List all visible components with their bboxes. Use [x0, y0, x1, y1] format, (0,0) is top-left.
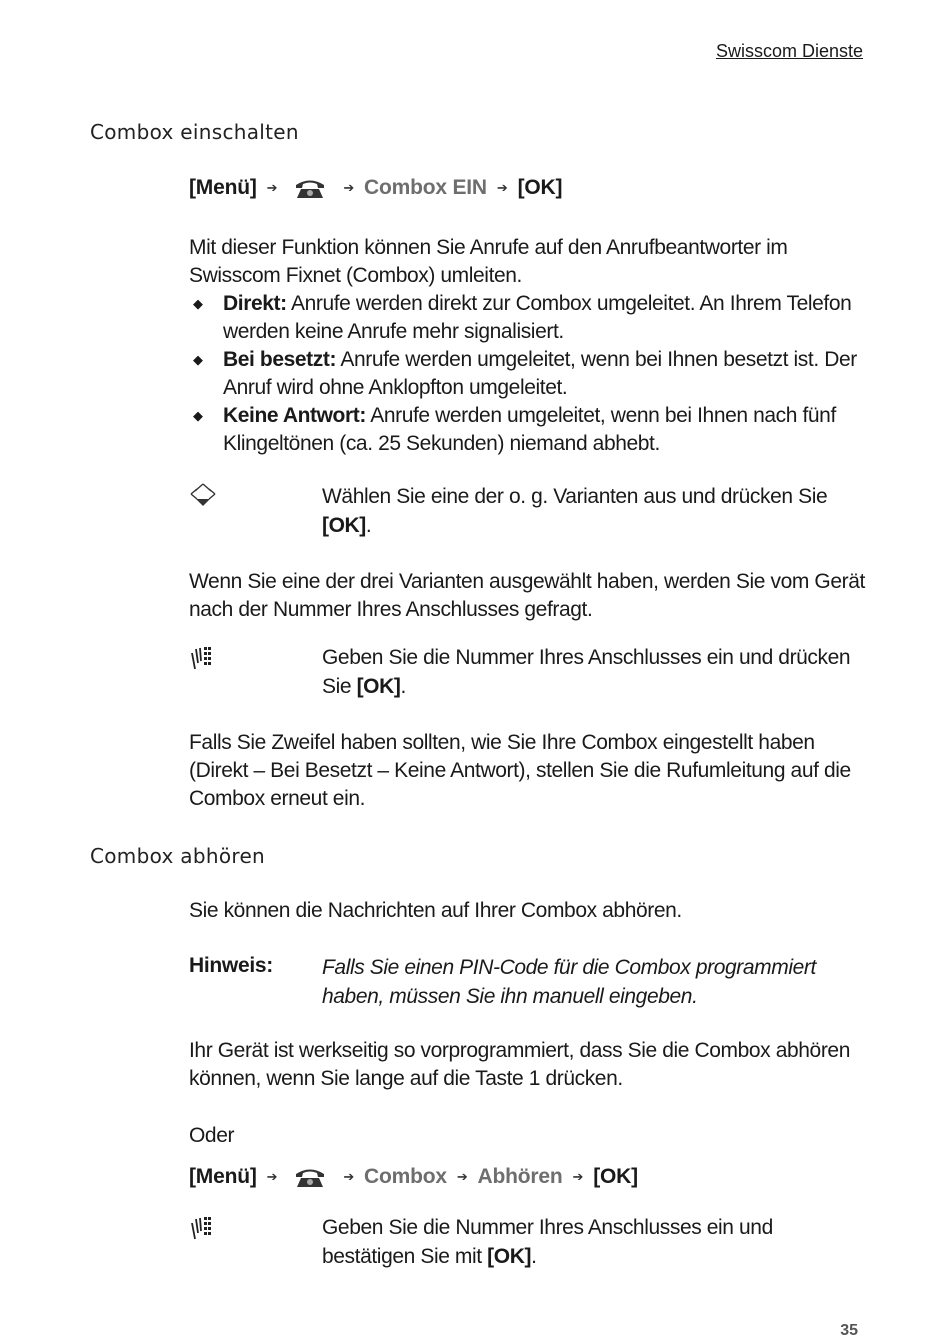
keypad-hand-icon	[189, 1213, 219, 1243]
ok-key-label: [OK]	[487, 1245, 532, 1268]
menu-item-abhoeren: Abhören	[477, 1165, 563, 1188]
step-text: Wählen Sie eine der o. g. Varianten aus und drücken Sie [OK].	[322, 485, 828, 537]
phone-icon	[293, 176, 327, 200]
option-label: Bei besetzt:	[223, 348, 337, 371]
navigation-key-icon	[189, 482, 219, 512]
paragraph: Ihr Gerät ist werkseitig so vorprogrammiert, dass Sie die Combox abhören können, wenn Sie lange auf die Taste 1 drücken.	[189, 1039, 850, 1090]
header-link[interactable]: Swisscom Dienste	[715, 41, 863, 61]
page-number: 35	[840, 1322, 858, 1339]
step-text: Geben Sie die Nummer Ihres Anschlusses ein und bestätigen Sie mit [OK].	[322, 1216, 773, 1268]
paragraph: Falls Sie Zweifel haben sollten, wie Sie Ihre Combox eingestellt haben (Direkt – Bei Besetzt – Keine Antwort), stellen Sie die Rufumleitung auf die Combox erneut ein.	[189, 731, 851, 810]
phone-icon	[293, 1165, 327, 1189]
section-title-combox-abhoeren: Combox abhören	[90, 844, 266, 868]
menu-path-combox-abhoeren	[189, 1163, 638, 1191]
option-text: Anrufe werden umgeleitet, wenn bei Ihnen nach fünf Klingeltönen (ca. 25 Sekunden) niemand abhebt.	[223, 404, 836, 455]
section-title-combox-einschalten: Combox einschalten	[90, 120, 299, 144]
arrow-icon: ➔	[266, 180, 278, 195]
option-list	[189, 290, 869, 458]
hint-text: Falls Sie einen PIN-Code für die Combox programmiert haben, müssen Sie ihn manuell eingeben.	[322, 956, 816, 1008]
arrow-icon: ➔	[456, 1169, 468, 1184]
menu-key-label: [Menü]	[189, 176, 257, 199]
ok-key-label: [OK]	[356, 675, 401, 698]
diamond-bullet-icon: ◆	[193, 408, 203, 423]
paragraph: Wenn Sie eine der drei Varianten ausgewählt haben, werden Sie vom Gerät nach der Nummer Ihres Anschlusses gefragt.	[189, 570, 865, 621]
hint-label: Hinweis:	[189, 954, 273, 977]
list-item	[189, 290, 869, 346]
arrow-icon: ➔	[572, 1169, 584, 1184]
menu-path-combox-ein	[189, 174, 562, 202]
oder-text: Oder	[189, 1124, 235, 1147]
arrow-icon: ➔	[343, 180, 355, 195]
option-text: Anrufe werden umgeleitet, wenn bei Ihnen besetzt ist. Der Anruf wird ohne Anklopfton umgeleitet.	[223, 348, 857, 399]
arrow-icon: ➔	[496, 180, 508, 195]
option-text: Anrufe werden direkt zur Combox umgeleitet. An Ihrem Telefon werden keine Anrufe mehr signalisiert.	[223, 292, 852, 343]
list-item	[189, 402, 869, 458]
menu-key-label: [Menü]	[189, 1165, 257, 1188]
ok-key-label: [OK]	[322, 514, 366, 537]
diamond-bullet-icon: ◆	[193, 352, 203, 367]
arrow-icon: ➔	[266, 1169, 278, 1184]
list-item	[189, 346, 869, 402]
ok-key-label: [OK]	[517, 176, 563, 199]
option-label: Keine Antwort:	[223, 404, 366, 427]
menu-item-combox-ein: Combox EIN	[364, 176, 487, 199]
option-label: Direkt:	[223, 292, 287, 315]
intro-paragraph: Mit dieser Funktion können Sie Anrufe auf den Anrufbeantworter im Swisscom Fixnet (Combox) umleiten.	[189, 236, 788, 287]
ok-key-label: [OK]	[593, 1165, 638, 1188]
diamond-bullet-icon: ◆	[193, 296, 203, 311]
keypad-hand-icon	[189, 643, 219, 673]
arrow-icon: ➔	[343, 1169, 355, 1184]
menu-item-combox: Combox	[364, 1165, 447, 1188]
step-text: Geben Sie die Nummer Ihres Anschlusses ein und drücken Sie [OK].	[322, 646, 851, 698]
intro-paragraph: Sie können die Nachrichten auf Ihrer Combox abhören.	[189, 899, 682, 922]
